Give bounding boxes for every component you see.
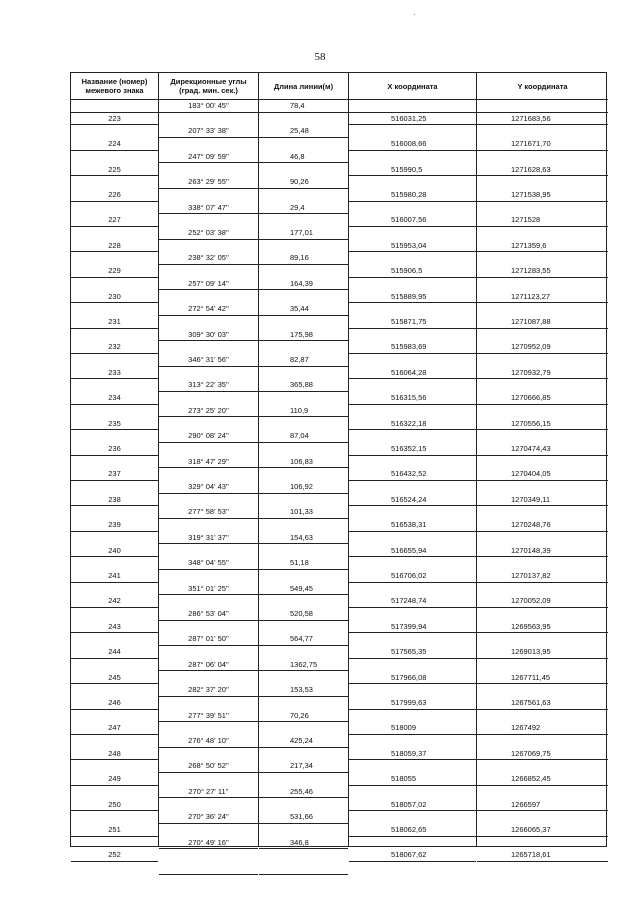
direction-angle-cell: 272° 54' 42'' xyxy=(159,303,258,316)
direction-angle-cell: 309° 30' 03'' xyxy=(159,329,258,342)
direction-angle-cell: 268° 50' 52'' xyxy=(159,760,258,773)
header-length: Длина линии(м) xyxy=(259,73,348,100)
y-coordinate-cell: 1270052,09 xyxy=(477,595,608,608)
x-coordinate-cell: 515953,04 xyxy=(349,240,476,253)
direction-angle-cell: 207° 33' 38'' xyxy=(159,125,258,138)
point-name-cell: 226 xyxy=(71,189,158,202)
blank-cell xyxy=(349,100,476,113)
point-name-cell: 239 xyxy=(71,519,158,532)
x-coordinate-cell: 517248,74 xyxy=(349,595,476,608)
direction-angle-cell: 238° 32' 05'' xyxy=(159,252,258,265)
point-name-cell: 244 xyxy=(71,646,158,659)
line-length-cell: 101,33 xyxy=(259,506,348,519)
y-coordinate-cell: 1265718,61 xyxy=(477,849,608,862)
y-coordinate-cell: 1270474,43 xyxy=(477,443,608,456)
point-name-cell: 246 xyxy=(71,697,158,710)
direction-angle-cell: 273° 25' 20'' xyxy=(159,405,258,418)
line-length-cell: 89,16 xyxy=(259,252,348,265)
y-coordinate-cell: 1267561,63 xyxy=(477,697,608,710)
line-length-cell: 82,87 xyxy=(259,354,348,367)
x-coordinate-cell: 518067,62 xyxy=(349,849,476,862)
direction-angle-cell: 276° 48' 10'' xyxy=(159,735,258,748)
line-length-cell: 425,24 xyxy=(259,735,348,748)
y-coordinate-cell: 1269563,95 xyxy=(477,621,608,634)
direction-angle-cell: 270° 49' 16'' xyxy=(159,837,258,850)
x-coordinate-cell: 516315,56 xyxy=(349,392,476,405)
x-coordinate-cell: 515906,5 xyxy=(349,265,476,278)
x-coordinate-cell: 515871,75 xyxy=(349,316,476,329)
x-coordinate-cell: 515889,95 xyxy=(349,291,476,304)
line-length-cell: 564,77 xyxy=(259,633,348,646)
point-name-cell: 228 xyxy=(71,240,158,253)
y-coordinate-cell: 1270932,79 xyxy=(477,367,608,380)
line-length-cell: 46,8 xyxy=(259,151,348,164)
line-length-cell: 106,92 xyxy=(259,481,348,494)
y-coordinate-cell: 1271087,88 xyxy=(477,316,608,329)
direction-angle-cell: 282° 37' 20'' xyxy=(159,684,258,697)
point-name-cell: 225 xyxy=(71,164,158,177)
point-name-cell: 237 xyxy=(71,468,158,481)
direction-angle-cell: 277° 58' 53'' xyxy=(159,506,258,519)
header-angles: Дирекционные углы (град. мин. сек.) xyxy=(159,73,258,100)
y-coordinate-cell: 1271359,6 xyxy=(477,240,608,253)
line-length-cell: 106,83 xyxy=(259,456,348,469)
direction-angle-cell: 348° 04' 55'' xyxy=(159,557,258,570)
x-coordinate-cell: 516322,18 xyxy=(349,418,476,431)
line-length-cell: 153,53 xyxy=(259,684,348,697)
y-coordinate-cell: 1271123,27 xyxy=(477,291,608,304)
x-coordinate-cell: 516352,15 xyxy=(349,443,476,456)
line-length-cell: 346,8 xyxy=(259,837,348,850)
y-coordinate-cell: 1267711,45 xyxy=(477,672,608,685)
y-coordinate-cell: 1266065,37 xyxy=(477,824,608,837)
y-coordinate-cell: 1270248,76 xyxy=(477,519,608,532)
y-coordinate-cell: 1271683,56 xyxy=(477,113,608,126)
x-coordinate-cell: 515983,69 xyxy=(349,341,476,354)
point-name-cell: 230 xyxy=(71,291,158,304)
blank-cell xyxy=(71,100,158,113)
point-name-cell: 229 xyxy=(71,265,158,278)
x-coordinate-cell: 518059,37 xyxy=(349,748,476,761)
x-coordinate-cell: 516064,28 xyxy=(349,367,476,380)
direction-angle-cell: 329° 04' 43'' xyxy=(159,481,258,494)
x-coordinate-cell: 516007,56 xyxy=(349,214,476,227)
column-x xyxy=(349,73,477,860)
column-length xyxy=(259,73,349,846)
direction-angle-cell: 346° 31' 56'' xyxy=(159,354,258,367)
direction-angle-cell: 257° 09' 14'' xyxy=(159,278,258,291)
direction-angle-cell: 286° 53' 04'' xyxy=(159,608,258,621)
y-coordinate-cell: 1271628,63 xyxy=(477,164,608,177)
x-coordinate-cell: 517966,08 xyxy=(349,672,476,685)
line-length-cell: 520,58 xyxy=(259,608,348,621)
direction-angle-cell: 319° 31' 37'' xyxy=(159,532,258,545)
page-number: 58 xyxy=(314,51,326,63)
x-coordinate-cell: 517565,35 xyxy=(349,646,476,659)
direction-angle-cell: 287° 06' 04'' xyxy=(159,659,258,672)
x-coordinate-cell: 516432,52 xyxy=(349,468,476,481)
x-coordinate-cell: 516008,66 xyxy=(349,138,476,151)
point-name-cell: 251 xyxy=(71,824,158,837)
line-length-cell: 78,4 xyxy=(259,100,348,113)
blank-cell xyxy=(477,100,608,113)
line-length-cell: 51,18 xyxy=(259,557,348,570)
direction-angle-cell: 313° 22' 35'' xyxy=(159,379,258,392)
x-coordinate-cell: 516538,31 xyxy=(349,519,476,532)
direction-angle-cell: 318° 47' 29'' xyxy=(159,456,258,469)
y-coordinate-cell: 1270137,82 xyxy=(477,570,608,583)
point-name-cell: 231 xyxy=(71,316,158,329)
line-length-cell: 70,26 xyxy=(259,710,348,723)
point-name-cell: 241 xyxy=(71,570,158,583)
y-coordinate-cell: 1270952,09 xyxy=(477,341,608,354)
x-coordinate-cell: 516655,94 xyxy=(349,545,476,558)
column-angles xyxy=(159,73,259,846)
direction-angle-cell: 247° 09' 59'' xyxy=(159,151,258,164)
direction-angle-cell: 263° 29' 55'' xyxy=(159,176,258,189)
x-coordinate-cell: 518062,65 xyxy=(349,824,476,837)
point-name-cell: 236 xyxy=(71,443,158,456)
y-coordinate-cell: 1269013,95 xyxy=(477,646,608,659)
y-coordinate-cell: 1266597 xyxy=(477,799,608,812)
y-coordinate-cell: 1270404,05 xyxy=(477,468,608,481)
line-length-cell: 175,98 xyxy=(259,329,348,342)
line-length-cell: 35,44 xyxy=(259,303,348,316)
y-coordinate-cell: 1271538,95 xyxy=(477,189,608,202)
line-length-cell: 217,34 xyxy=(259,760,348,773)
line-length-cell: 177,01 xyxy=(259,227,348,240)
y-coordinate-cell: 1271528 xyxy=(477,214,608,227)
x-coordinate-cell: 518057,02 xyxy=(349,799,476,812)
point-name-cell: 233 xyxy=(71,367,158,380)
x-coordinate-cell: 516524,24 xyxy=(349,494,476,507)
line-length-cell: 255,46 xyxy=(259,786,348,799)
header-x: X координата xyxy=(349,73,476,100)
header-y: Y координата xyxy=(477,73,608,100)
boundary-coordinates-table xyxy=(70,72,607,860)
y-coordinate-cell: 1270666,85 xyxy=(477,392,608,405)
direction-angle-cell: 183° 00' 45'' xyxy=(159,100,258,113)
x-coordinate-cell: 517399,94 xyxy=(349,621,476,634)
y-coordinate-cell: 1270556,15 xyxy=(477,418,608,431)
point-name-cell: 223 xyxy=(71,113,158,126)
y-coordinate-cell: 1270349,11 xyxy=(477,494,608,507)
header-name: Название (номер) межевого знака xyxy=(71,73,158,100)
line-length-cell: 1362,75 xyxy=(259,659,348,672)
line-length-cell: 164,39 xyxy=(259,278,348,291)
y-coordinate-cell: 1267492 xyxy=(477,722,608,735)
point-name-cell: 249 xyxy=(71,773,158,786)
line-length-cell: 90,26 xyxy=(259,176,348,189)
direction-angle-cell: 287° 01' 50'' xyxy=(159,633,258,646)
x-coordinate-cell: 516706,02 xyxy=(349,570,476,583)
blank-cell xyxy=(159,862,258,875)
point-name-cell: 252 xyxy=(71,849,158,862)
direction-angle-cell: 351° 01' 25'' xyxy=(159,583,258,596)
point-name-cell: 250 xyxy=(71,799,158,812)
y-coordinate-cell: 1270148,39 xyxy=(477,545,608,558)
line-length-cell: 25,48 xyxy=(259,125,348,138)
x-coordinate-cell: 516031,25 xyxy=(349,113,476,126)
point-name-cell: 240 xyxy=(71,545,158,558)
line-length-cell: 87,04 xyxy=(259,430,348,443)
line-length-cell: 154,63 xyxy=(259,532,348,545)
point-name-cell: 238 xyxy=(71,494,158,507)
y-coordinate-cell: 1267069,75 xyxy=(477,748,608,761)
x-coordinate-cell: 515980,28 xyxy=(349,189,476,202)
point-name-cell: 227 xyxy=(71,214,158,227)
x-coordinate-cell: 517999,63 xyxy=(349,697,476,710)
point-name-cell: 232 xyxy=(71,341,158,354)
point-name-cell: 234 xyxy=(71,392,158,405)
direction-angle-cell: 290° 08' 24'' xyxy=(159,430,258,443)
y-coordinate-cell: 1266852,45 xyxy=(477,773,608,786)
column-name xyxy=(71,73,159,860)
point-name-cell: 242 xyxy=(71,595,158,608)
direction-angle-cell: 277° 39' 51'' xyxy=(159,710,258,723)
point-name-cell: 224 xyxy=(71,138,158,151)
point-name-cell: 245 xyxy=(71,672,158,685)
scan-speck xyxy=(414,14,415,15)
x-coordinate-cell: 518009 xyxy=(349,722,476,735)
x-coordinate-cell: 518055 xyxy=(349,773,476,786)
point-name-cell: 243 xyxy=(71,621,158,634)
x-coordinate-cell: 515990,5 xyxy=(349,164,476,177)
y-coordinate-cell: 1271283,55 xyxy=(477,265,608,278)
blank-cell xyxy=(259,862,348,875)
direction-angle-cell: 252° 03' 38'' xyxy=(159,227,258,240)
point-name-cell: 235 xyxy=(71,418,158,431)
y-coordinate-cell: 1271671,70 xyxy=(477,138,608,151)
direction-angle-cell: 338° 07' 47'' xyxy=(159,202,258,215)
direction-angle-cell: 270° 27' 11'' xyxy=(159,786,258,799)
line-length-cell: 110,9 xyxy=(259,405,348,418)
direction-angle-cell: 270° 36' 24'' xyxy=(159,811,258,824)
line-length-cell: 365,88 xyxy=(259,379,348,392)
line-length-cell: 531,66 xyxy=(259,811,348,824)
point-name-cell: 248 xyxy=(71,748,158,761)
line-length-cell: 549,45 xyxy=(259,583,348,596)
line-length-cell: 29,4 xyxy=(259,202,348,215)
point-name-cell: 247 xyxy=(71,722,158,735)
column-y xyxy=(477,73,608,860)
